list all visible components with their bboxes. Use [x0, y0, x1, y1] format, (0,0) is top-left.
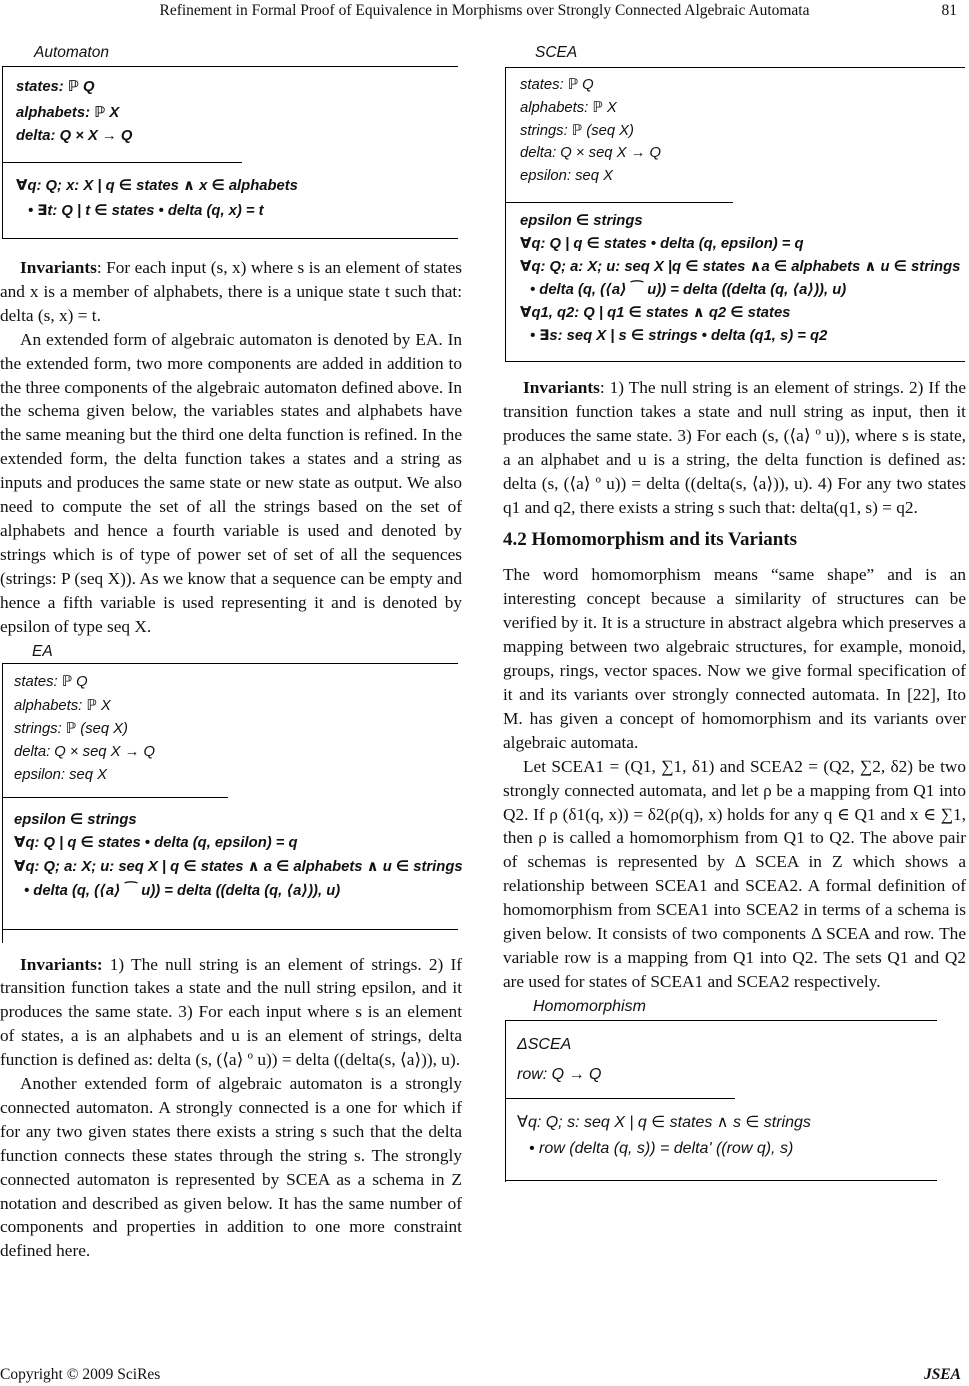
paragraph-text: : For each input (s, x) where s is an element of states and x is a member of alphabets, there is a unique state t such that: delta (s, x) = t.	[0, 258, 462, 325]
running-header: Refinement in Formal Proof of Equivalence in Morphisms over Strongly Connected Algebraic Automata	[159, 2, 810, 19]
automaton-schema	[0, 44, 462, 244]
schema-decl: delta: Q × seq X → Q	[520, 145, 662, 161]
paragraph	[0, 256, 462, 328]
invariants-label: Invariants:	[20, 954, 103, 974]
schema-decl: epsilon: seq X	[520, 168, 613, 184]
schema-pred: ∀q: Q; a: X; u: seq X |q ∈ states ∧a ∈ alphabets ∧ u ∈ strings	[520, 259, 961, 275]
journal-abbrev: JSEA	[923, 1366, 961, 1383]
schema-pred: • delta (q, (⟨a⟩ ⁀ u)) = delta ((delta (q, ⟨a⟩)), u)	[530, 282, 847, 298]
schema-mid-rule	[505, 1098, 735, 1099]
paragraph: The word homomorphism means “same shape” and is an interesting concept because a similarity of structures can be verified by it. It is a structure in abstract algebra which preserves a mapping between two algebraic structures, for example, monoid, groups, rings, vector spaces. Now we give formal specification of it and its variants over strongly connected automata. In [22], Ito M. has given a concept of homomorphism and its variants over algebraic automata.	[503, 565, 966, 752]
paragraph-text: : 1) The null string is an element of strings. 2) If the transition function takes a state and null string as input, then it produces the same state. 3) For each (s, (⟨a⟩ º u)), where s is state, a an alphabet and u is a string, the delta function is defined as: delta (s, (⟨a⟩ º u)) = delta ((delta(s, ⟨a⟩)), u). 4) For any two states q1 and q2, there exists a string s such that: delta(q1, s) = q2.	[503, 378, 966, 517]
schema-pred: epsilon ∈ strings	[14, 811, 137, 828]
schema-decl: epsilon: seq X	[14, 766, 107, 783]
schema-pred: ∀q: Q; s: seq X | q ∈ states ∧ s ∈ strings	[517, 1113, 811, 1131]
schema-decl: states: ℙ Q	[520, 77, 594, 93]
copyright: Copyright © 2009 SciRes	[0, 1366, 161, 1383]
schema-decl: states: ℙ Q	[16, 79, 95, 95]
schema-decl: row: Q → Q	[517, 1065, 602, 1083]
schema-pred: ∀q: Q | q ∈ states • delta (q, epsilon) = q	[14, 834, 298, 851]
schema-decl: delta: Q × seq X → Q	[14, 743, 156, 760]
schema-decl: alphabets: ℙ X	[520, 100, 617, 116]
schema-mid-rule	[505, 202, 733, 203]
paragraph-text: 1) The null string is an element of strings. 2) If transition function takes a state and the null string epsilon, and it produces the same state. 3) For each input where s is an element of states, a is an alphabets and u is an element of strings, delta function is defined as: delta (s, (⟨a⟩ º u)) = delta ((delta(s, ⟨a⟩)), u).	[0, 954, 462, 1070]
left-column	[0, 44, 463, 1263]
paragraph: An extended form of algebraic automaton is denoted by EA. In the extended form, two more components are added in addition to the three components of the algebraic automaton defined above. In the schema given below, the variables states and alphabets have the same meaning but the third one delta function is refined. In the extended form, the delta function takes a states and a string as inputs and produces the same state or new state as output. We also need to compute the set of all the strings based on the set of alphabets and hence a fourth variable is used and denoted by strings which is of type of power set of set of all the sequences (strings: P (seq X)). As we know that a sequence can be empty and hence a fifth variable is used representing it and is denoted by epsilon of type seq X.	[0, 329, 462, 636]
schema-pred: • delta (q, (⟨a⟩ ⁀ u)) = delta ((delta (q, ⟨a⟩)), u)	[24, 882, 341, 899]
schema-name: Homomorphism	[533, 997, 646, 1015]
right-column	[503, 44, 966, 1198]
schema-pred: epsilon ∈ strings	[520, 213, 643, 229]
schema-pred: ∀q: Q; x: X | q ∈ states ∧ x ∈ alphabets	[16, 178, 298, 194]
paragraph	[503, 376, 966, 519]
invariants-label: Invariants	[20, 258, 97, 277]
schema-bottom-rule	[2, 929, 458, 930]
schema-pred: ∀q: Q; a: X; u: seq X | q ∈ states ∧ a ∈ alphabets ∧ u ∈ strings	[14, 858, 463, 875]
schema-decl: alphabets: ℙ X	[16, 105, 120, 121]
schema-bottom-rule	[2, 238, 458, 239]
schema-bottom-rule	[505, 361, 965, 362]
paragraph	[0, 953, 462, 1073]
schema-pred: • ∃s: seq X | s ∈ strings • delta (q1, s) = q2	[530, 328, 828, 344]
schema-top-rule	[2, 663, 458, 664]
section-heading: 4.2 Homomorphism and its Variants	[503, 529, 798, 551]
scea-schema	[503, 44, 966, 372]
paragraph: Another extended form of algebraic automaton is a strongly connected automaton. A strongly connected is a one for which if for any two given states there exists a string s such that the delta function connects these states through the string s. The strongly connected automaton is represented by SCEA as a schema in Z notation and described as given below. It has the same number of components and properties in addition to one more constraint defined here.	[0, 1074, 462, 1261]
schema-pred: • ∃t: Q | t ∈ states • delta (q, x) = t	[28, 203, 264, 219]
schema-pred: ∀q: Q | q ∈ states • delta (q, epsilon) = q	[520, 236, 804, 252]
schema-name: SCEA	[535, 44, 578, 61]
schema-pred: • row (delta (q, s)) = delta' ((row q), s)	[529, 1139, 794, 1157]
schema-name: EA	[32, 642, 53, 660]
schema-mid-rule	[2, 797, 228, 798]
page-number: 81	[941, 2, 957, 19]
paragraph: Let SCEA1 = (Q1, ∑1, δ1) and SCEA2 = (Q2, ∑2, δ2) be two strongly connected automata, and let ρ be a mapping from Q1 into Q2. If ρ (δ1(q, x)) = δ2(ρ(q), x) holds for any q ∈ Q1 and x ∈ ∑1, then ρ is called a homomorphism from Q1 to Q2. The above pair of schemas is represented by Δ SCEA in Z which shows a relationship between SCEA1 and SCEA2. A formal definition of homomorphism from SCEA1 into SCEA2 in terms of a schema is given below. It consists of two components Δ SCEA and row. The variable row is a mapping from Q1 into Q2. The sets Q1 and Q2 are used for states of SCEA1 and SCEA2 respectively.	[503, 756, 966, 991]
schema-decl: ΔSCEA	[517, 1035, 572, 1053]
schema-pred: ∀q1, q2: Q | q1 ∈ states ∧ q2 ∈ states	[520, 305, 791, 321]
homomorphism-schema	[503, 997, 966, 1198]
schema-decl: alphabets: ℙ X	[14, 697, 111, 714]
schema-name: Automaton	[34, 44, 109, 61]
schema-left-bar	[505, 67, 506, 362]
schema-top-rule	[505, 67, 965, 68]
schema-left-bar	[2, 663, 3, 943]
schema-top-rule	[505, 1020, 937, 1021]
schema-decl: strings: ℙ (seq X)	[14, 720, 128, 737]
schema-left-bar	[505, 1020, 506, 1182]
schema-left-bar	[2, 66, 3, 238]
schema-top-rule	[2, 66, 458, 67]
schema-mid-rule	[2, 162, 242, 163]
schema-decl: states: ℙ Q	[14, 673, 88, 690]
ea-schema	[0, 642, 463, 953]
schema-bottom-rule	[505, 1180, 937, 1181]
schema-decl: delta: Q × X → Q	[16, 128, 133, 144]
invariants-label: Invariants	[523, 378, 600, 397]
schema-decl: strings: ℙ (seq X)	[520, 123, 634, 139]
